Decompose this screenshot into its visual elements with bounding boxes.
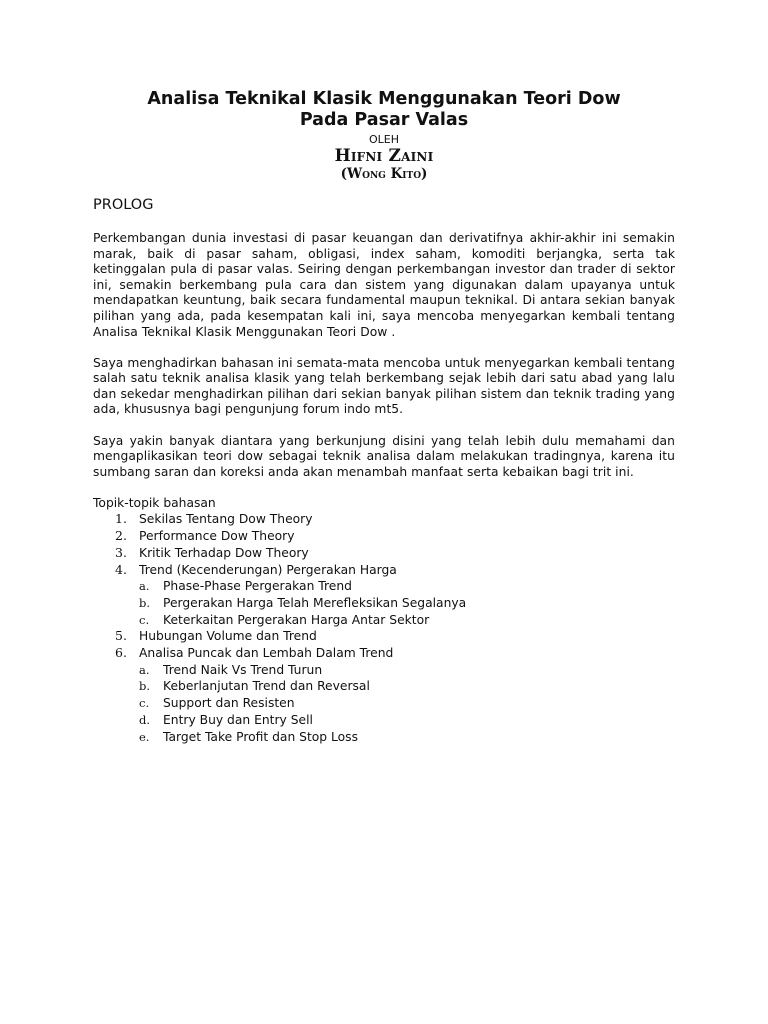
subtopic-letter: a. (139, 579, 150, 594)
prolog-paragraph-1: Perkembangan dunia investasi di pasar keuangan dan derivatifnya akhir-akhir ini semakin marak, baik di pasar saham, obligasi, index saham, komoditi berjangka, serta tak ketinggalan pula di pasar valas. Seiring dengan perkembangan investor dan trader di sektor ini, semakin berkembang pula cara dan sistem yang digunakan dalam upayanya untuk mendapatkan keuntung, baik secara fundamental maupun teknikal. Di antara sekian banyak pilihan yang ada, pada kesempatan kali ini, saya mencoba menyegarkan kembali tentang Analisa Teknikal Klasik Menggunakan Teori Dow . (93, 231, 675, 339)
subtopic-list (139, 578, 675, 628)
topic-item (93, 528, 675, 545)
subtopic-label: Pergerakan Harga Telah Merefleksikan Segalanya (163, 595, 467, 610)
topics-title: Topik-topik bahasan (93, 495, 216, 510)
subtopic-item (139, 612, 675, 629)
title-block (0, 89, 768, 182)
subtopic-label: Keterkaitan Pergerakan Harga Antar Sektor (163, 612, 430, 627)
subtopic-list (139, 662, 675, 746)
prolog-heading: PROLOG (93, 197, 154, 213)
subtopic-letter: c. (139, 696, 150, 711)
subtopic-item (139, 712, 675, 729)
subtopic-letter: b. (139, 595, 151, 610)
document-body (93, 196, 675, 745)
subtopic-label: Phase-Phase Pergerakan Trend (163, 579, 352, 594)
prolog-paragraph-2: Saya menghadirkan bahasan ini semata-mata mencoba untuk menyegarkan kembali tentang salah satu teknik analisa klasik yang telah berkembang sejak lebih dari satu abad yang lalu dan sekedar menghadirkan pilihan dari sekian banyak pilihan sistem dan teknik trading yang ada, khususnya bagi pengunjung forum indo mt5. (93, 355, 675, 417)
topic-number: 4. (115, 561, 127, 577)
subtopic-letter: a. (139, 662, 150, 677)
by-label: OLEH (368, 133, 399, 146)
subtopic-item (139, 695, 675, 712)
author-nickname: (Wong Kito) (340, 166, 428, 182)
document-title-line-2: Pada Pasar Valas (299, 110, 469, 130)
topic-item (93, 545, 675, 562)
topic-number: 1. (115, 511, 127, 527)
topic-label: Kritik Terhadap Dow Theory (139, 545, 309, 560)
topic-number: 6. (115, 645, 127, 661)
topic-item (93, 628, 675, 645)
subtopic-letter: d. (139, 712, 151, 727)
topic-item (93, 645, 675, 745)
topic-number: 5. (115, 628, 127, 644)
topic-label: Analisa Puncak dan Lembah Dalam Trend (139, 646, 394, 661)
subtopic-letter: c. (139, 612, 150, 627)
subtopic-item (139, 578, 675, 595)
topic-label: Hubungan Volume dan Trend (139, 629, 317, 644)
subtopic-letter: e. (139, 729, 150, 744)
topics-list (93, 511, 675, 745)
topic-item (93, 511, 675, 528)
topic-label: Sekilas Tentang Dow Theory (139, 512, 313, 527)
topic-number: 3. (115, 544, 127, 560)
subtopic-item (139, 678, 675, 695)
subtopic-label: Entry Buy dan Entry Sell (163, 712, 313, 727)
subtopic-label: Keberlanjutan Trend dan Reversal (163, 679, 370, 694)
subtopic-item (139, 729, 675, 746)
document-title-line-1: Analisa Teknikal Klasik Menggunakan Teori Dow (147, 89, 621, 109)
subtopic-item (139, 662, 675, 679)
prolog-paragraph-3: Saya yakin banyak diantara yang berkunjung disini yang telah lebih dulu memahami dan mengaplikasikan teori dow sebagai teknik analisa dalam melakukan tradingnya, karena itu sumbang saran dan koreksi anda akan menambah manfaat serta kebaikan bagi trit ini. (93, 433, 675, 479)
subtopic-item (139, 595, 675, 612)
subtopic-label: Trend Naik Vs Trend Turun (163, 662, 323, 677)
topic-number: 2. (115, 528, 127, 544)
topic-item (93, 562, 675, 629)
subtopic-label: Target Take Profit dan Stop Loss (163, 729, 358, 744)
topic-label: Trend (Kecenderungan) Pergerakan Harga (139, 562, 397, 577)
topic-label: Performance Dow Theory (139, 529, 295, 544)
subtopic-letter: b. (139, 679, 151, 694)
subtopic-label: Support dan Resisten (163, 696, 295, 711)
author-name: Hifni Zaini (334, 146, 434, 166)
